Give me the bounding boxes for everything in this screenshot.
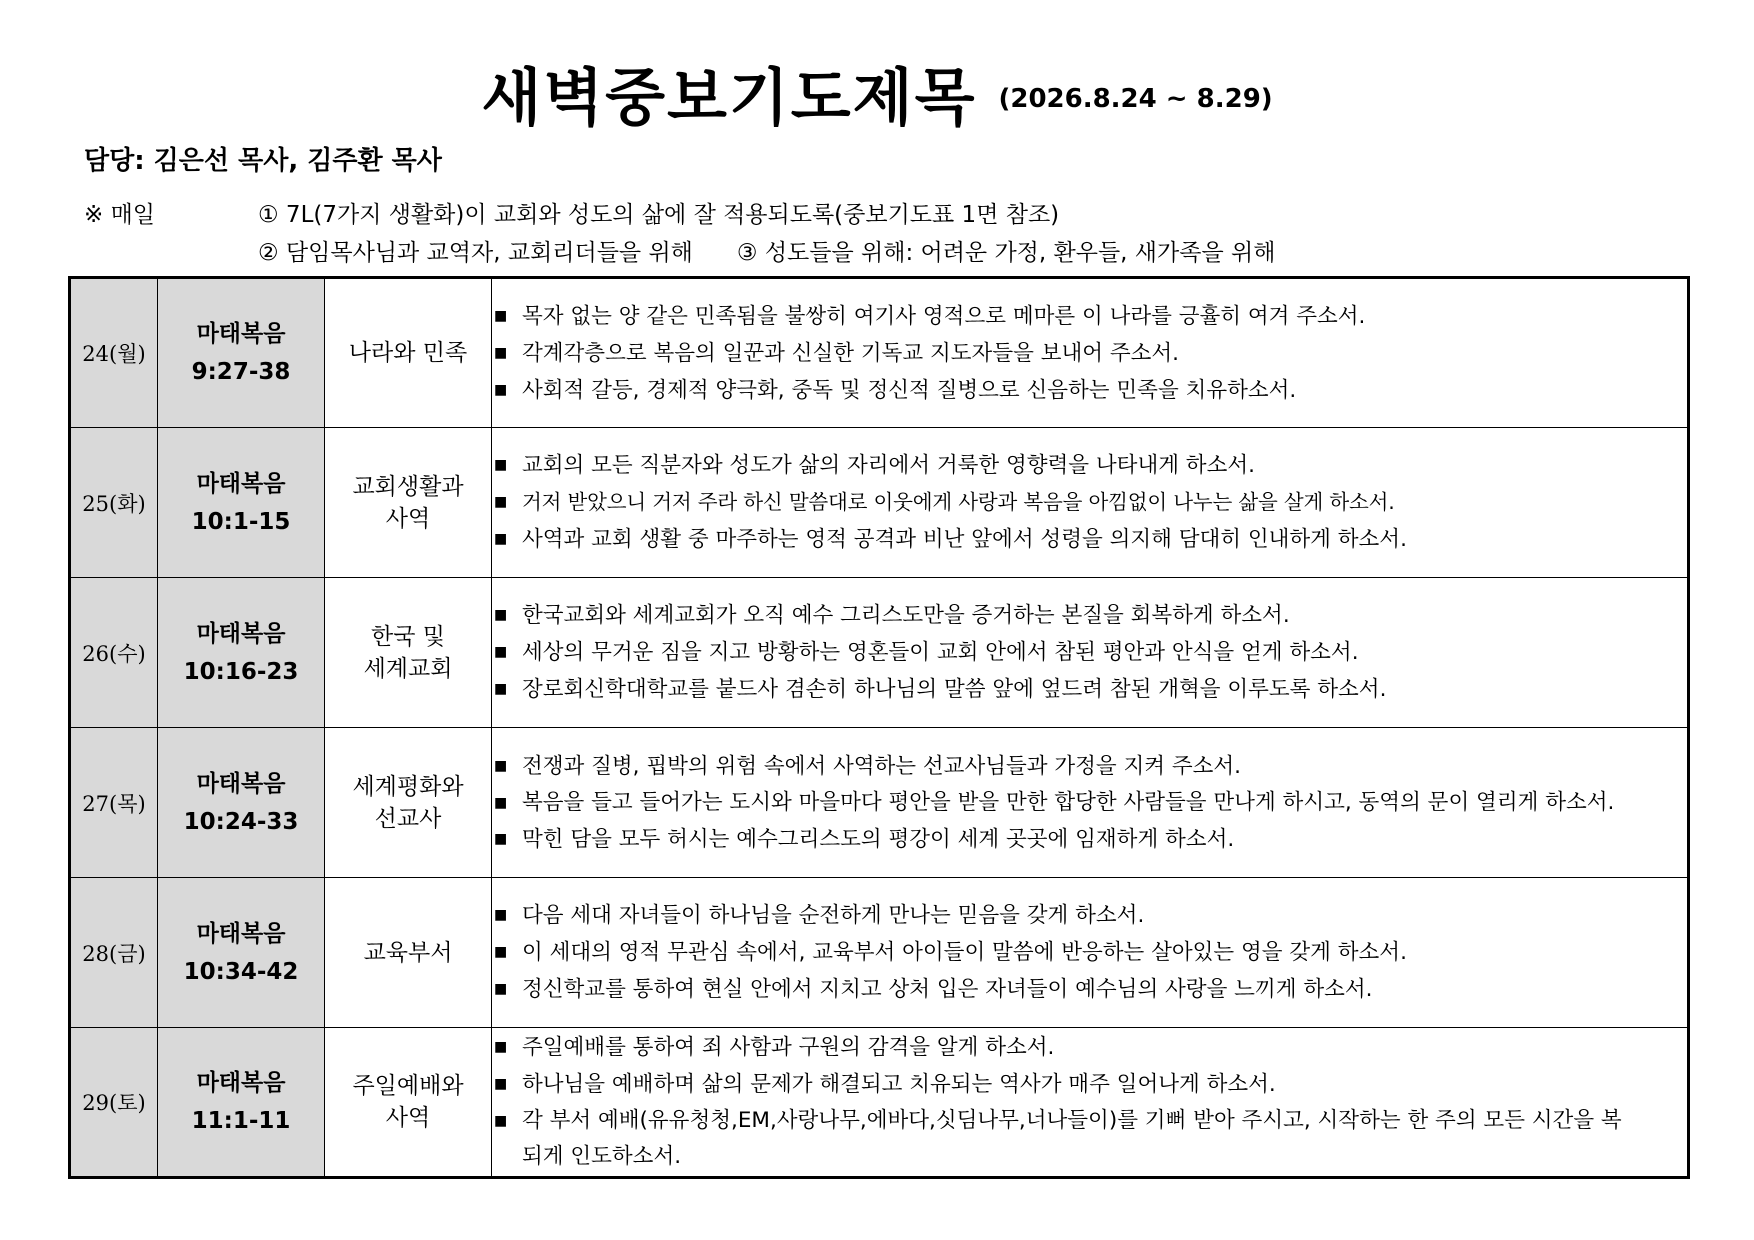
topic-line: 한국 및 <box>371 623 445 650</box>
prayer-item: ■ 각계각층으로 복음의 일꾼과 신실한 기독교 지도자들을 보내어 주소서. <box>492 335 1687 372</box>
topic-line: 선교사 <box>374 805 442 832</box>
prayer-schedule-table <box>68 276 1690 1179</box>
book-name: 마태복음 <box>196 1070 286 1096</box>
topic-line: 사역 <box>385 505 431 532</box>
scripture-cell <box>158 878 325 1028</box>
prayer-item: ■ 거저 받았으니 거저 주라 하신 말씀대로 이웃에게 사랑과 복음을 아낌없이 나누는 삶을 살게 하소서. <box>492 484 1687 521</box>
scripture-ref: 9:27-38 <box>191 359 291 385</box>
scripture-cell <box>158 1028 325 1178</box>
topic-cell <box>325 878 492 1028</box>
prayer-item: ■ 세상의 무거운 짐을 지고 방황하는 영혼들이 교회 안에서 참된 평안과 안식을 얻게 하소서. <box>492 634 1687 671</box>
day-cell: 27(목) <box>70 728 158 878</box>
daily-item-text: ② 담임목사님과 교역자, 교회리더들을 위해 <box>258 240 693 266</box>
topic-line: 세계교회 <box>363 655 453 682</box>
prayers-cell <box>492 1028 1689 1178</box>
table-row <box>70 728 1689 878</box>
prayer-item: ■ 사역과 교회 생활 중 마주하는 영적 공격과 비난 앞에서 성령을 의지해 담대히 인내하게 하소서. <box>492 521 1687 558</box>
date-range: (2026.8.24 ~ 8.29) <box>998 83 1273 114</box>
topic-line: 나라와 민족 <box>348 340 468 366</box>
prayer-item: ■ 이 세대의 영적 무관심 속에서, 교육부서 아이들이 말씀에 반응하는 살아있는 영을 갖게 하소서. <box>492 934 1687 971</box>
scripture-ref: 11:1-11 <box>191 1108 291 1134</box>
topic-line: 교육부서 <box>363 939 453 966</box>
daily-label: ※ 매일 <box>84 202 156 228</box>
prayer-item: ■ 한국교회와 세계교회가 오직 예수 그리스도만을 증거하는 본질을 회복하게 하소서. <box>492 597 1687 634</box>
topic-cell <box>325 578 492 728</box>
daily-item-1 <box>258 196 1059 229</box>
manager-line: 담당: 김은선 목사, 김주환 목사 <box>84 146 442 176</box>
prayer-item: ■ 복음을 들고 들어가는 도시와 마을마다 평안을 받을 만한 합당한 사람들을 만나게 하시고, 동역의 문이 열리게 하소서. <box>492 785 1687 821</box>
book-name: 마태복음 <box>196 321 286 347</box>
scripture-cell <box>158 428 325 578</box>
topic-line: 주일예배와 <box>352 1073 464 1099</box>
book-name: 마태복음 <box>196 470 286 497</box>
topic-cell <box>325 428 492 578</box>
daily-item-text: ③ 성도들을 위해: 어려운 가정, 환우들, 새가족을 위해 <box>736 240 1276 266</box>
prayers-cell <box>492 428 1689 578</box>
book-name: 마태복음 <box>196 770 286 797</box>
page-title <box>0 48 1754 137</box>
day-cell: 24(월) <box>70 278 158 428</box>
prayers-cell <box>492 278 1689 428</box>
table-row <box>70 278 1689 428</box>
daily-item-text: ① 7L(7가지 생활화)이 교회와 성도의 삶에 잘 적용되도록(중보기도표 1면 참조) <box>258 202 1060 228</box>
prayer-item: ■ 각 부서 예배(유유청청,EM,사랑나무,에바다,싯딤나무,너나들이)를 기뻐 받아 주시고, 시작하는 한 주의 모든 시간을 복되게 인도하소서. <box>492 1103 1687 1175</box>
prayer-item: ■ 장로회신학대학교를 붙드사 겸손히 하나님의 말씀 앞에 엎드려 참된 개혁을 이루도록 하소서. <box>492 671 1687 708</box>
prayer-item: ■ 교회의 모든 직분자와 성도가 삶의 자리에서 거룩한 영향력을 나타내게 하소서. <box>492 447 1687 484</box>
prayer-item: ■ 전쟁과 질병, 핍박의 위험 속에서 사역하는 선교사님들과 가정을 지켜 주소서. <box>492 748 1687 785</box>
scripture-ref: 10:1-15 <box>191 508 291 535</box>
day-cell: 26(수) <box>70 578 158 728</box>
scripture-cell <box>158 728 325 878</box>
prayer-item: ■ 주일예배를 통하여 죄 사함과 구원의 감격을 알게 하소서. <box>492 1029 1687 1066</box>
book-name: 마태복음 <box>196 920 286 947</box>
prayers-cell <box>492 728 1689 878</box>
prayer-item: ■ 다음 세대 자녀들이 하나님을 순전하게 만나는 믿음을 갖게 하소서. <box>492 897 1687 934</box>
topic-cell <box>325 1028 492 1178</box>
table-row <box>70 428 1689 578</box>
topic-line: 교회생활과 <box>352 473 464 500</box>
title-text: 새벽중보기도제목 <box>481 61 977 134</box>
scripture-cell <box>158 278 325 428</box>
table-row <box>70 1028 1689 1178</box>
scripture-ref: 10:24-33 <box>183 808 299 835</box>
scripture-ref: 10:34-42 <box>183 958 299 985</box>
day-cell: 28(금) <box>70 878 158 1028</box>
topic-line: 사역 <box>385 1105 431 1131</box>
topic-line: 세계평화와 <box>352 773 464 800</box>
prayer-item: ■ 막힌 담을 모두 허시는 예수그리스도의 평강이 세계 곳곳에 임재하게 하소서. <box>492 821 1687 858</box>
prayer-item: ■ 정신학교를 통하여 현실 안에서 지치고 상처 입은 자녀들이 예수님의 사랑을 느끼게 하소서. <box>492 971 1687 1008</box>
prayer-item: ■ 목자 없는 양 같은 민족됨을 불쌍히 여기사 영적으로 메마른 이 나라를 긍휼히 여겨 주소서. <box>492 298 1687 335</box>
daily-items-2-3 <box>258 234 1275 267</box>
book-name: 마태복음 <box>196 620 286 647</box>
day-cell: 29(토) <box>70 1028 158 1178</box>
topic-cell <box>325 728 492 878</box>
prayers-cell <box>492 578 1689 728</box>
topic-cell <box>325 278 492 428</box>
prayer-item: ■ 하나님을 예배하며 삶의 문제가 해결되고 치유되는 역사가 매주 일어나게 하소서. <box>492 1066 1687 1103</box>
scripture-cell <box>158 578 325 728</box>
prayer-item: ■ 사회적 갈등, 경제적 양극화, 중독 및 정신적 질병으로 신음하는 민족을 치유하소서. <box>492 372 1687 409</box>
table-row <box>70 878 1689 1028</box>
scripture-ref: 10:16-23 <box>183 658 299 685</box>
day-cell: 25(화) <box>70 428 158 578</box>
table-row <box>70 578 1689 728</box>
prayers-cell <box>492 878 1689 1028</box>
